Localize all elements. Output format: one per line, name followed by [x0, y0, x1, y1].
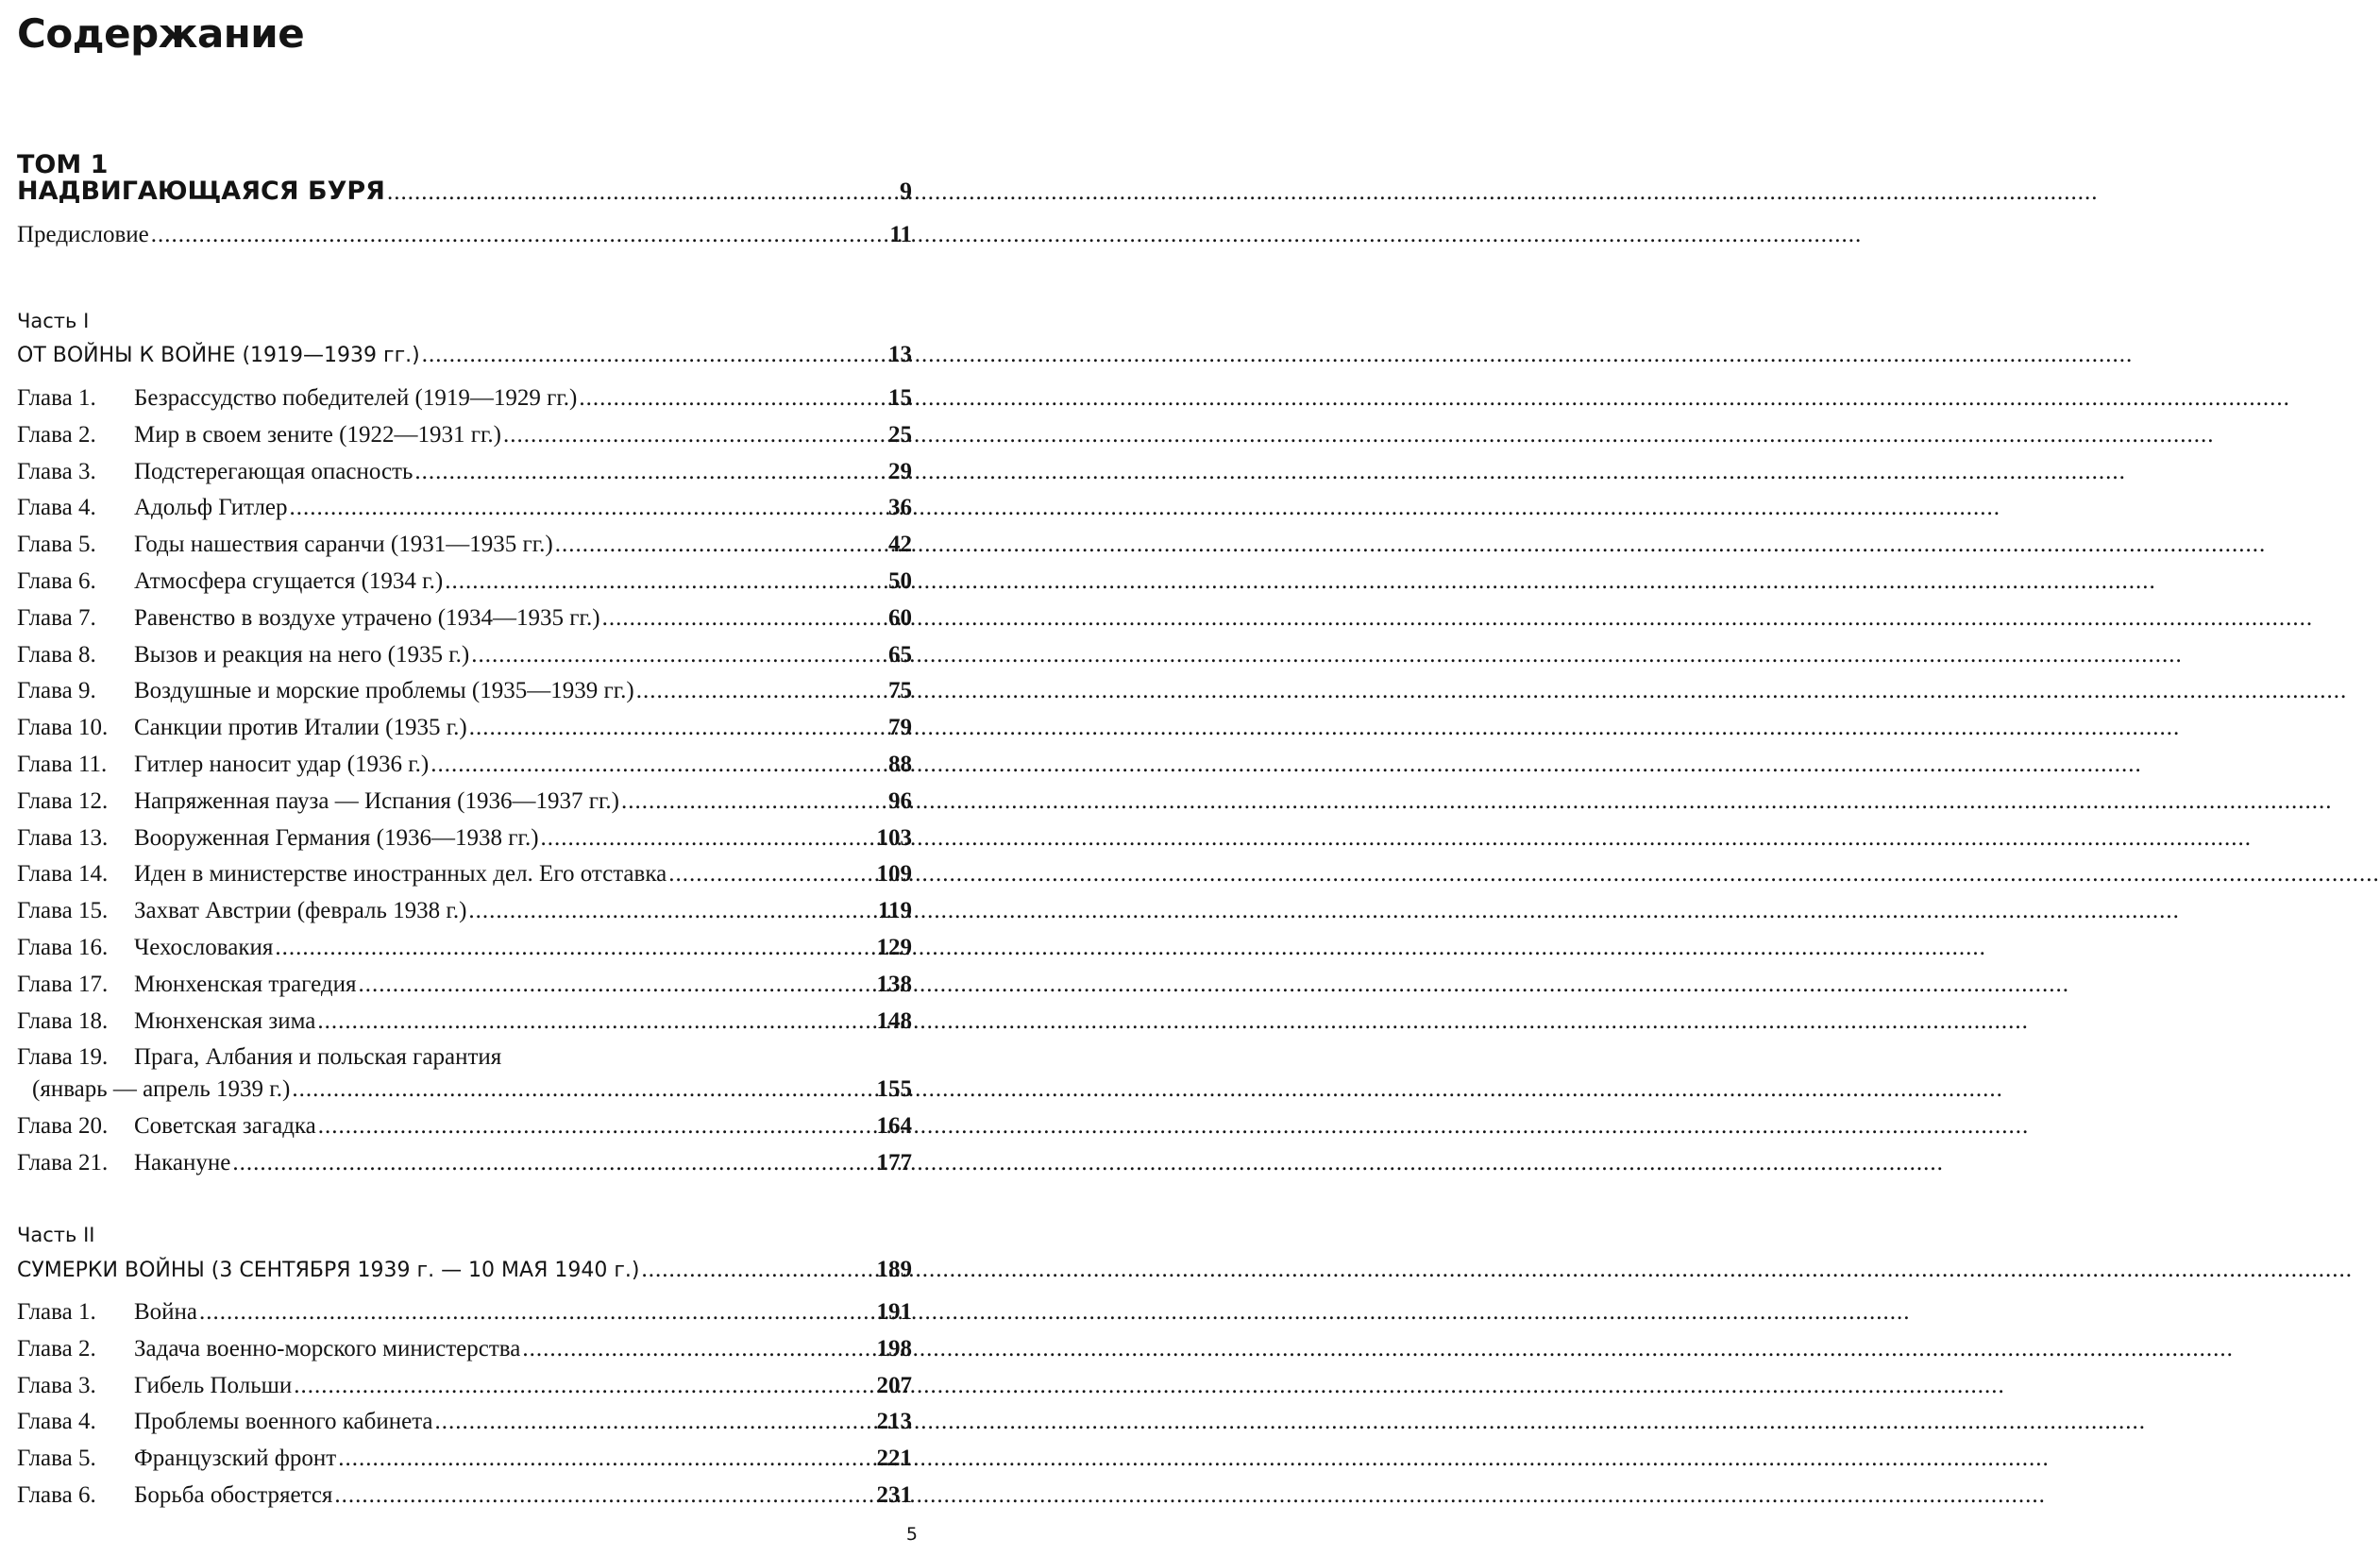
chapter-number: Глава 8. — [17, 641, 96, 668]
toc-chapter-entry — [17, 1441, 912, 1477]
chapter-page: 42 — [888, 532, 912, 558]
chapter-number: Глава 4. — [17, 1409, 96, 1435]
toc-title: СУМЕРКИ ВОЙНЫ (3 СЕНТЯБРЯ 1939 г. — 10 МАЯ 1940 г.) — [17, 1259, 640, 1282]
toc-chapter-entry — [17, 1331, 912, 1367]
chapter-title: Мир в своем зените (1922—1931 гг.) — [134, 421, 501, 448]
chapter-title: Советская загадка — [134, 1113, 316, 1140]
chapter-page: 60 — [888, 604, 912, 631]
dot-leader — [469, 710, 886, 746]
chapter-page: 25 — [888, 421, 912, 448]
dot-leader — [294, 1368, 874, 1404]
chapter-number: Глава 16. — [17, 935, 109, 960]
chapter-title: Гибель Польши — [134, 1372, 293, 1398]
chapter-number: Глава 18. — [17, 1007, 109, 1034]
preface-entry — [17, 217, 912, 253]
chapter-title: Санкции против Италии (1935 г.) — [134, 715, 467, 741]
toc-chapter-entry — [17, 1004, 912, 1040]
chapter-number: Глава 13. — [17, 824, 109, 851]
dot-leader — [641, 1252, 874, 1288]
toc-chapter-entry — [17, 747, 912, 783]
chapter-page: 88 — [888, 752, 912, 777]
chapter-title: Вооруженная Германия (1936—1938 гг.) — [134, 824, 539, 851]
dot-leader — [290, 490, 886, 526]
toc-chapter-entry — [17, 637, 912, 673]
chapter-page: 207 — [876, 1372, 912, 1398]
toc-chapter-entry — [17, 673, 912, 709]
toc-chapter-entry — [17, 490, 912, 526]
dot-leader — [422, 337, 886, 373]
chapter-number: Глава 2. — [17, 421, 96, 448]
chapter-number: Глава 3. — [17, 458, 96, 484]
dot-leader — [275, 930, 874, 966]
chapter-title: Война — [134, 1299, 198, 1325]
toc-chapter-entry — [17, 600, 912, 636]
dot-leader — [668, 856, 874, 892]
dot-leader — [602, 600, 886, 636]
chapter-number: Глава 1. — [17, 1299, 96, 1325]
chapter-title: Подстерегающая опасность — [134, 458, 414, 484]
chapter-title: Борьба обостряется — [134, 1482, 333, 1508]
dot-leader — [358, 967, 874, 1003]
chapter-page: 75 — [888, 678, 912, 704]
toc-chapter-entry — [17, 856, 912, 892]
toc-chapter-entry — [17, 1478, 912, 1514]
dot-leader — [414, 454, 886, 490]
part2-title-entry — [17, 1252, 912, 1288]
chapter-number: Глава 9. — [17, 678, 96, 704]
chapter-number: Глава 4. — [17, 495, 96, 521]
chapter-title-continuation: (январь — апрель 1939 г.) — [32, 1076, 291, 1103]
dot-leader — [541, 820, 875, 856]
chapter-number: Глава 5. — [17, 532, 96, 558]
chapter-title: Годы нашествия саранчи (1931—1935 гг.) — [134, 532, 553, 558]
chapter-page: 221 — [876, 1446, 912, 1472]
toc-chapter-entry — [17, 1145, 912, 1181]
chapter-page: 213 — [876, 1409, 912, 1435]
chapter-title: Воздушные и морские проблемы (1935—1939 гг.) — [134, 678, 634, 704]
chapter-page: 109 — [876, 861, 912, 888]
toc-chapter-entry — [17, 893, 912, 929]
toc-chapter-entry — [17, 784, 912, 820]
dot-leader — [334, 1478, 874, 1514]
volume-title-entry — [17, 174, 912, 210]
chapter-number: Глава 17. — [17, 971, 109, 997]
toc-chapter-entry — [17, 1404, 912, 1440]
chapter-number: Глава 19. — [17, 1044, 109, 1071]
toc-chapter-entry — [17, 967, 912, 1003]
dot-leader — [387, 175, 898, 211]
chapter-page: 119 — [877, 898, 912, 924]
dot-leader — [318, 1108, 875, 1144]
chapter-title: Напряженная пауза — Испания (1936—1937 гг.) — [134, 787, 619, 814]
toc-chapter-entry — [17, 1040, 912, 1075]
part1-label: Часть I — [17, 310, 90, 332]
chapter-number: Глава 7. — [17, 604, 96, 631]
dot-leader — [636, 673, 886, 709]
chapter-number: Глава 1. — [17, 385, 96, 411]
chapter-page: 79 — [888, 715, 912, 741]
chapter-page: 103 — [876, 824, 912, 851]
toc-title: НАДВИГАЮЩАЯСЯ БУРЯ — [17, 177, 385, 206]
chapter-title: Накануне — [134, 1150, 231, 1175]
chapter-title: Прага, Албания и польская гарантия — [134, 1044, 502, 1071]
chapter-page: 129 — [876, 935, 912, 960]
dot-leader — [232, 1145, 874, 1181]
chapter-number: Глава 5. — [17, 1446, 96, 1472]
toc-chapter-entry — [17, 820, 912, 856]
dot-leader — [522, 1331, 874, 1367]
dot-leader — [435, 1404, 875, 1440]
dot-leader — [317, 1004, 874, 1040]
chapter-number: Глава 11. — [17, 752, 108, 777]
dot-leader — [555, 527, 886, 563]
chapter-number: Глава 21. — [17, 1150, 109, 1175]
volume-label: ТОМ 1 — [17, 150, 109, 179]
dot-leader — [621, 784, 886, 820]
chapter-page: 155 — [876, 1076, 912, 1103]
chapter-title: Проблемы военного кабинета — [134, 1409, 433, 1435]
chapter-page: 177 — [876, 1150, 912, 1175]
toc-page: 13 — [888, 342, 912, 367]
part2-label: Часть II — [17, 1224, 95, 1246]
dot-leader — [503, 417, 886, 453]
chapter-title: Безрассудство победителей (1919—1929 гг.) — [134, 385, 578, 411]
toc-page: 189 — [876, 1257, 912, 1282]
page-number: 5 — [905, 1524, 918, 1545]
dot-leader — [338, 1441, 874, 1477]
chapter-number: Глава 2. — [17, 1335, 96, 1362]
dot-leader — [468, 893, 875, 929]
chapter-page: 29 — [888, 458, 912, 484]
chapter-title: Французский фронт — [134, 1446, 337, 1472]
chapter-page: 65 — [888, 641, 912, 668]
toc-chapter-entry — [17, 381, 912, 416]
chapter-page: 191 — [876, 1299, 912, 1325]
chapter-number: Глава 6. — [17, 568, 96, 594]
chapter-title: Адольф Гитлер — [134, 495, 288, 521]
part1-title-entry — [17, 337, 912, 373]
toc-chapter-entry — [17, 527, 912, 563]
chapter-title: Гитлер наносит удар (1936 г.) — [134, 752, 430, 777]
dot-leader — [445, 564, 886, 600]
chapter-title: Захват Австрии (февраль 1938 г.) — [134, 898, 467, 924]
chapter-title: Атмосфера сгущается (1934 г.) — [134, 568, 444, 594]
chapter-title: Иден в министерстве иностранных дел. Его отставка — [134, 861, 667, 888]
chapter-title: Мюнхенская трагедия — [134, 971, 357, 997]
chapter-number: Глава 10. — [17, 715, 109, 741]
chapter-page: 15 — [888, 385, 912, 411]
chapter-title: Задача военно-морского министерства — [134, 1335, 521, 1362]
toc-chapter-entry — [17, 417, 912, 453]
chapter-page: 231 — [876, 1482, 912, 1508]
chapter-page: 138 — [876, 971, 912, 997]
chapter-number: Глава 12. — [17, 787, 109, 814]
chapter-number: Глава 15. — [17, 898, 109, 924]
page-title: Содержание — [17, 10, 305, 57]
chapter-page: 198 — [876, 1335, 912, 1362]
chapter-page: 36 — [888, 495, 912, 521]
toc-chapter-entry — [17, 454, 912, 490]
toc-title: Предисловие — [17, 222, 149, 247]
chapter-number: Глава 14. — [17, 861, 109, 888]
dot-leader — [471, 637, 886, 673]
toc-page: 11 — [889, 222, 912, 247]
toc-chapter-entry — [17, 930, 912, 966]
chapter-title: Равенство в воздухе утрачено (1934—1935 гг.) — [134, 604, 600, 631]
chapter-page: 148 — [876, 1007, 912, 1034]
chapter-number: Глава 6. — [17, 1482, 96, 1508]
chapter-page: 96 — [888, 787, 912, 814]
chapter-page: 164 — [876, 1113, 912, 1140]
dot-leader — [151, 217, 888, 253]
dot-leader — [579, 381, 886, 416]
chapter-number: Глава 3. — [17, 1372, 96, 1398]
chapter-page: 50 — [888, 568, 912, 594]
toc-chapter-entry — [17, 564, 912, 600]
chapter-title: Вызов и реакция на него (1935 г.) — [134, 641, 470, 668]
toc-page: 9 — [900, 178, 912, 205]
toc-chapter-entry — [17, 1368, 912, 1404]
toc-chapter-continuation — [17, 1072, 912, 1108]
chapter-number: Глава 20. — [17, 1113, 109, 1140]
toc-title: ОТ ВОЙНЫ К ВОЙНЕ (1919—1939 гг.) — [17, 344, 420, 367]
toc-chapter-entry — [17, 1294, 912, 1330]
chapter-title: Чехословакия — [134, 935, 274, 960]
chapter-title: Мюнхенская зима — [134, 1007, 316, 1034]
toc-chapter-entry — [17, 710, 912, 746]
toc-chapter-entry — [17, 1108, 912, 1144]
dot-leader — [199, 1294, 874, 1330]
dot-leader — [430, 747, 886, 783]
dot-leader — [292, 1072, 874, 1108]
